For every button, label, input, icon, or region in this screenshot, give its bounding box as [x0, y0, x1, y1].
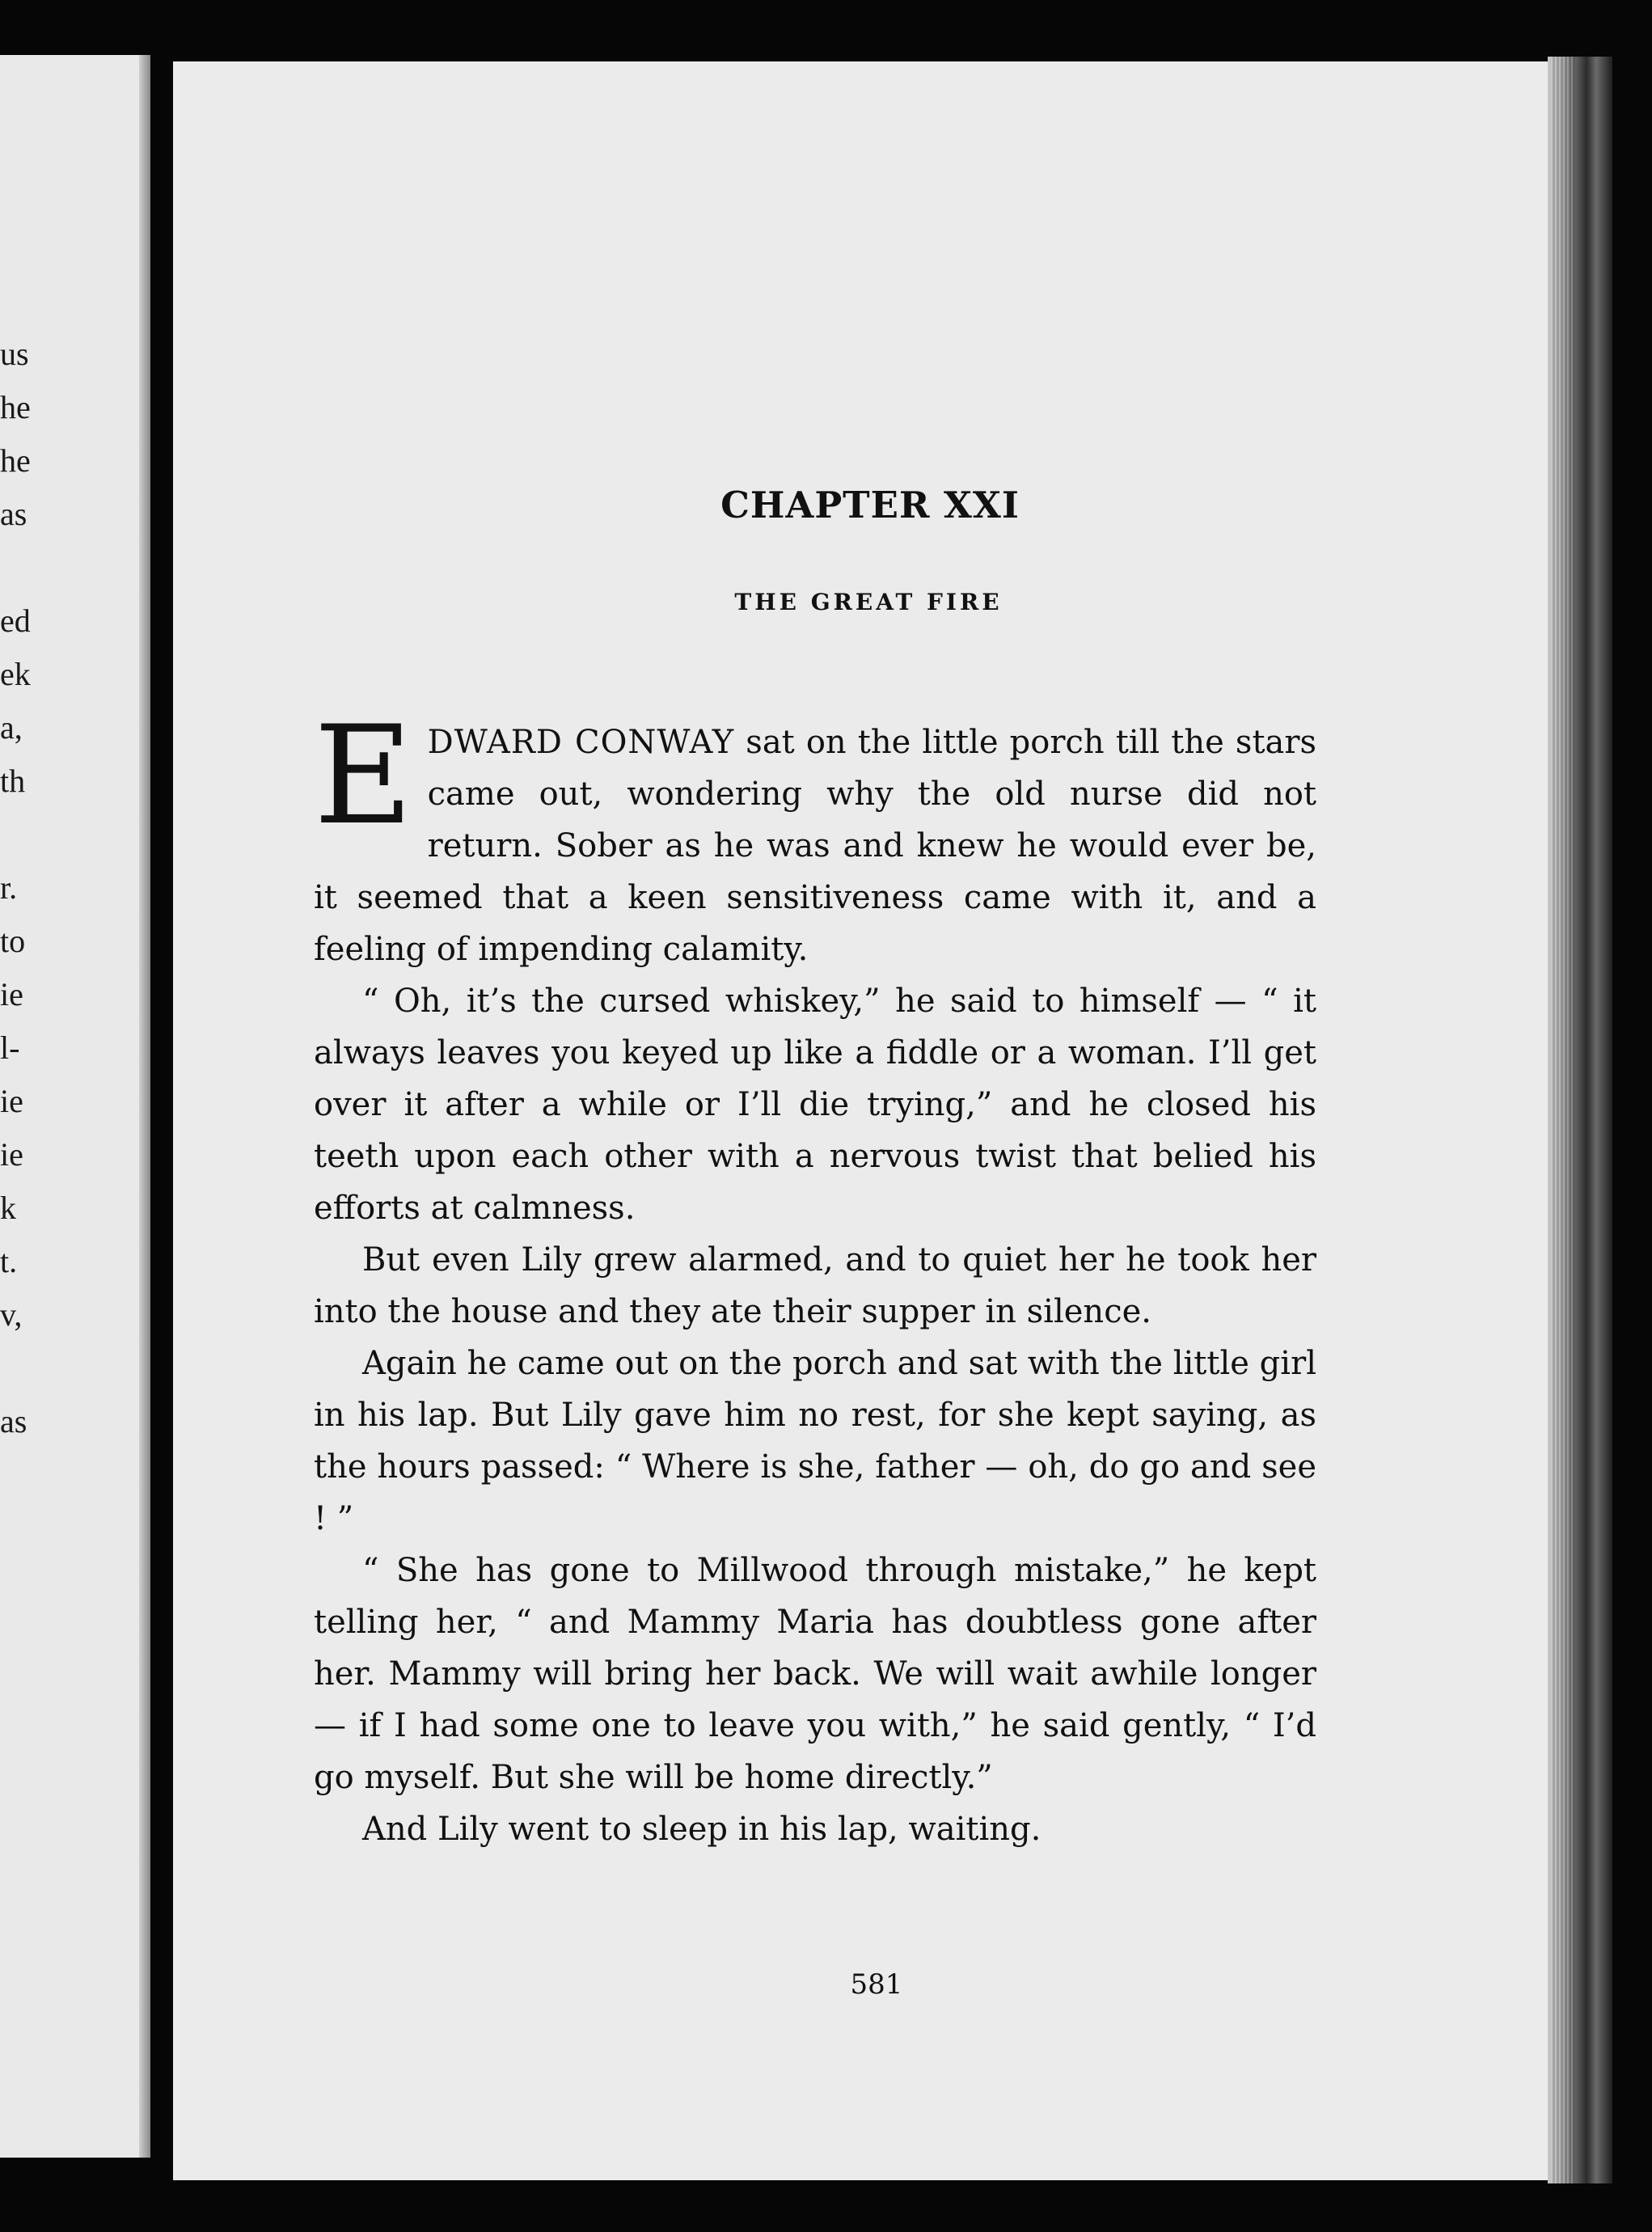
lead-words: DWARD CONWAY: [427, 724, 735, 761]
left-line-fragment: to: [0, 923, 26, 959]
book-page-edge-lines: [1551, 57, 1575, 2183]
book-page: [173, 61, 1548, 2180]
drop-cap: E: [314, 696, 413, 855]
left-line-fragment: th: [0, 763, 26, 799]
left-line-fragment: r.: [0, 869, 18, 906]
left-line-fragment: he: [0, 442, 31, 479]
left-line-fragment: as: [0, 496, 27, 532]
left-line-fragment: v,: [0, 1296, 23, 1333]
left-line-fragment: ie: [0, 976, 23, 1012]
left-line-fragment: us: [0, 336, 29, 372]
paragraph: “ Oh, it’s the cursed whiskey,” he said to himself — “ it always leaves you keyed up like a fiddle or a woman. I’ll get over it after a while or I’ll die trying,” and he closed his teeth upon each other with a nervous twist that belied his efforts at calmness.: [314, 983, 1316, 1227]
left-line-fragment: l-: [0, 1029, 20, 1066]
gutter-shadow: [139, 55, 150, 2158]
left-line-fragment: ek: [0, 656, 31, 692]
page-number: 581: [850, 1968, 903, 2001]
chapter-body: [314, 696, 1317, 1855]
chapter-title: CHAPTER XXI: [720, 484, 1020, 526]
left-line-fragment: t.: [0, 1243, 18, 1279]
left-line-fragment: ie: [0, 1083, 23, 1119]
paragraph: But even Lily grew alarmed, and to quiet her he took her into the house and they ate their supper in silence.: [314, 1241, 1316, 1330]
paragraph: “ She has gone to Millwood through mistake,” he kept telling her, “ and Mammy Maria has doubtless gone after her. Mammy will bring her back. We will wait awhile longer — if I had some one to leave you with,” he said gently, “ I’d go myself. But she will be home directly.”: [314, 1552, 1316, 1796]
left-line-fragment: he: [0, 389, 31, 425]
left-line-fragment: k: [0, 1190, 16, 1226]
left-facing-page: [0, 55, 150, 2158]
paragraph: [314, 696, 1317, 975]
left-line-fragment: a,: [0, 709, 23, 746]
chapter-subtitle: THE GREAT FIRE: [734, 589, 1003, 615]
paragraph: And Lily went to sleep in his lap, waiting.: [362, 1811, 1041, 1848]
left-line-fragment: ie: [0, 1136, 23, 1173]
left-line-fragment: as: [0, 1403, 27, 1439]
paragraph: Again he came out on the porch and sat with the little girl in his lap. But Lily gave him no rest, for she kept saying, as the hours passed: “ Where is she, father — oh, do go and see ! ”: [314, 1345, 1316, 1537]
paragraph-text: sat on the little porch till the stars came out, wondering why the old nurse did not return. Sober as he was and knew he would ever be, it seemed that a keen sensitiveness came with it, and a feeling of impending calamity.: [314, 724, 1317, 968]
left-line-fragment: ed: [0, 602, 31, 639]
